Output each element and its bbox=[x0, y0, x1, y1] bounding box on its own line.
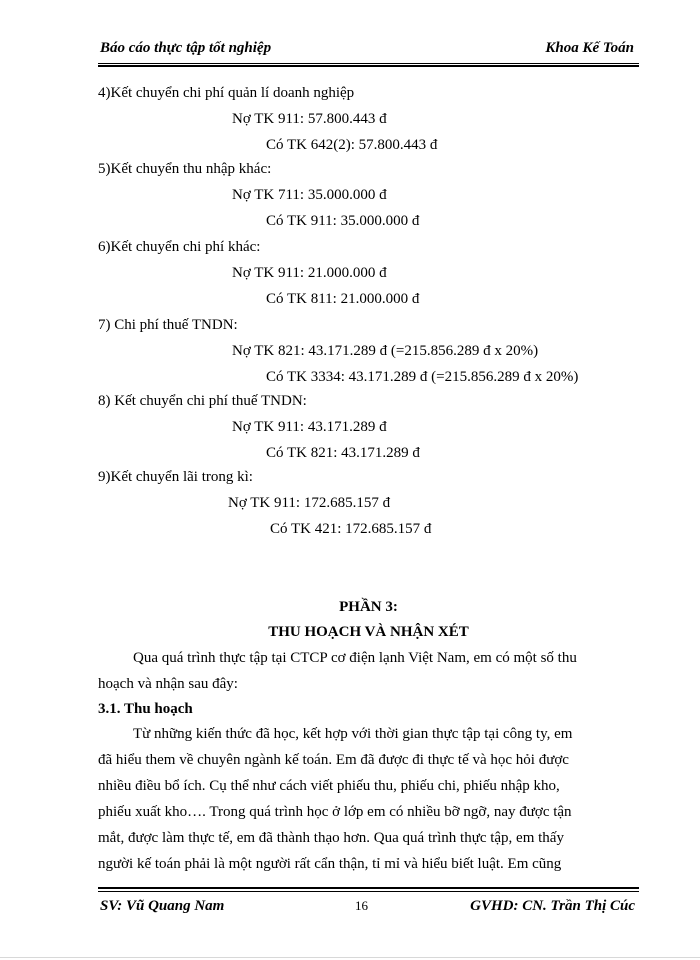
header-rule-thick bbox=[98, 65, 639, 67]
entry-debit: Nợ TK 711: 35.000.000 đ bbox=[232, 187, 387, 203]
body-line: Từ những kiến thức đã học, kết hợp với thời gian thực tập tại công ty, em bbox=[133, 726, 573, 742]
entry-title: 5)Kết chuyển thu nhập khác: bbox=[98, 161, 272, 177]
entry-debit: Nợ TK 911: 43.171.289 đ bbox=[232, 419, 387, 435]
body-line: người kế toán phải là một người rất cẩn thận, tỉ mỉ và hiểu biết luật. Em cũng bbox=[98, 856, 562, 872]
entry-title: 4)Kết chuyển chi phí quản lí doanh nghiệp bbox=[98, 85, 355, 101]
footer-rule-thick bbox=[98, 887, 639, 889]
body-line: phiếu xuất kho…. Trong quá trình học ở lớp em có nhiều bỡ ngỡ, nay được tận bbox=[98, 804, 572, 820]
footer-student: SV: Vũ Quang Nam bbox=[100, 898, 225, 914]
entry-credit: Có TK 911: 35.000.000 đ bbox=[266, 213, 420, 229]
body-line: nhiều điều bổ ích. Cụ thể như cách viết phiếu thu, phiếu chi, phiếu nhập kho, bbox=[98, 778, 560, 794]
page-number: 16 bbox=[355, 898, 368, 913]
entry-debit: Nợ TK 911: 172.685.157 đ bbox=[228, 495, 391, 511]
subheading: 3.1. Thu hoạch bbox=[98, 701, 193, 717]
header-department: Khoa Kế Toán bbox=[545, 40, 634, 56]
entry-credit: Có TK 642(2): 57.800.443 đ bbox=[266, 137, 438, 153]
footer-rule-thin bbox=[98, 891, 639, 892]
entry-credit: Có TK 821: 43.171.289 đ bbox=[266, 445, 420, 461]
entry-credit: Có TK 421: 172.685.157 đ bbox=[270, 521, 432, 537]
entry-credit: Có TK 811: 21.000.000 đ bbox=[266, 291, 420, 307]
body-line: đã hiểu them về chuyên ngành kế toán. Em đã được đi thực tế và học hỏi được bbox=[98, 752, 569, 768]
entry-credit: Có TK 3334: 43.171.289 đ (=215.856.289 đ x 20%) bbox=[266, 369, 579, 385]
entry-debit: Nợ TK 911: 21.000.000 đ bbox=[232, 265, 387, 281]
page-edge bbox=[0, 957, 700, 958]
entry-title: 7) Chi phí thuế TNDN: bbox=[98, 317, 238, 333]
intro-line: Qua quá trình thực tập tại CTCP cơ điện lạnh Việt Nam, em có một số thu bbox=[133, 650, 577, 666]
section-title: THU HOẠCH VÀ NHẬN XÉT bbox=[268, 624, 469, 640]
entry-title: 9)Kết chuyển lãi trong kì: bbox=[98, 469, 253, 485]
entry-title: 6)Kết chuyển chi phí khác: bbox=[98, 239, 261, 255]
entry-title: 8) Kết chuyển chi phí thuế TNDN: bbox=[98, 393, 307, 409]
header-report-title: Báo cáo thực tập tốt nghiệp bbox=[100, 40, 272, 56]
page-header bbox=[98, 40, 638, 62]
header-rule-thin bbox=[98, 63, 639, 64]
body-line: mắt, được làm thực tế, em đã thành thạo hơn. Qua quá trình thực tập, em thấy bbox=[98, 830, 564, 846]
entry-debit: Nợ TK 821: 43.171.289 đ (=215.856.289 đ x 20%) bbox=[232, 343, 539, 359]
part-heading: PHẦN 3: bbox=[339, 599, 398, 615]
footer-advisor: GVHD: CN. Trần Thị Cúc bbox=[470, 898, 635, 914]
entry-debit: Nợ TK 911: 57.800.443 đ bbox=[232, 111, 387, 127]
page-footer bbox=[98, 898, 639, 918]
intro-line: hoạch và nhận sau đây: bbox=[98, 676, 238, 692]
